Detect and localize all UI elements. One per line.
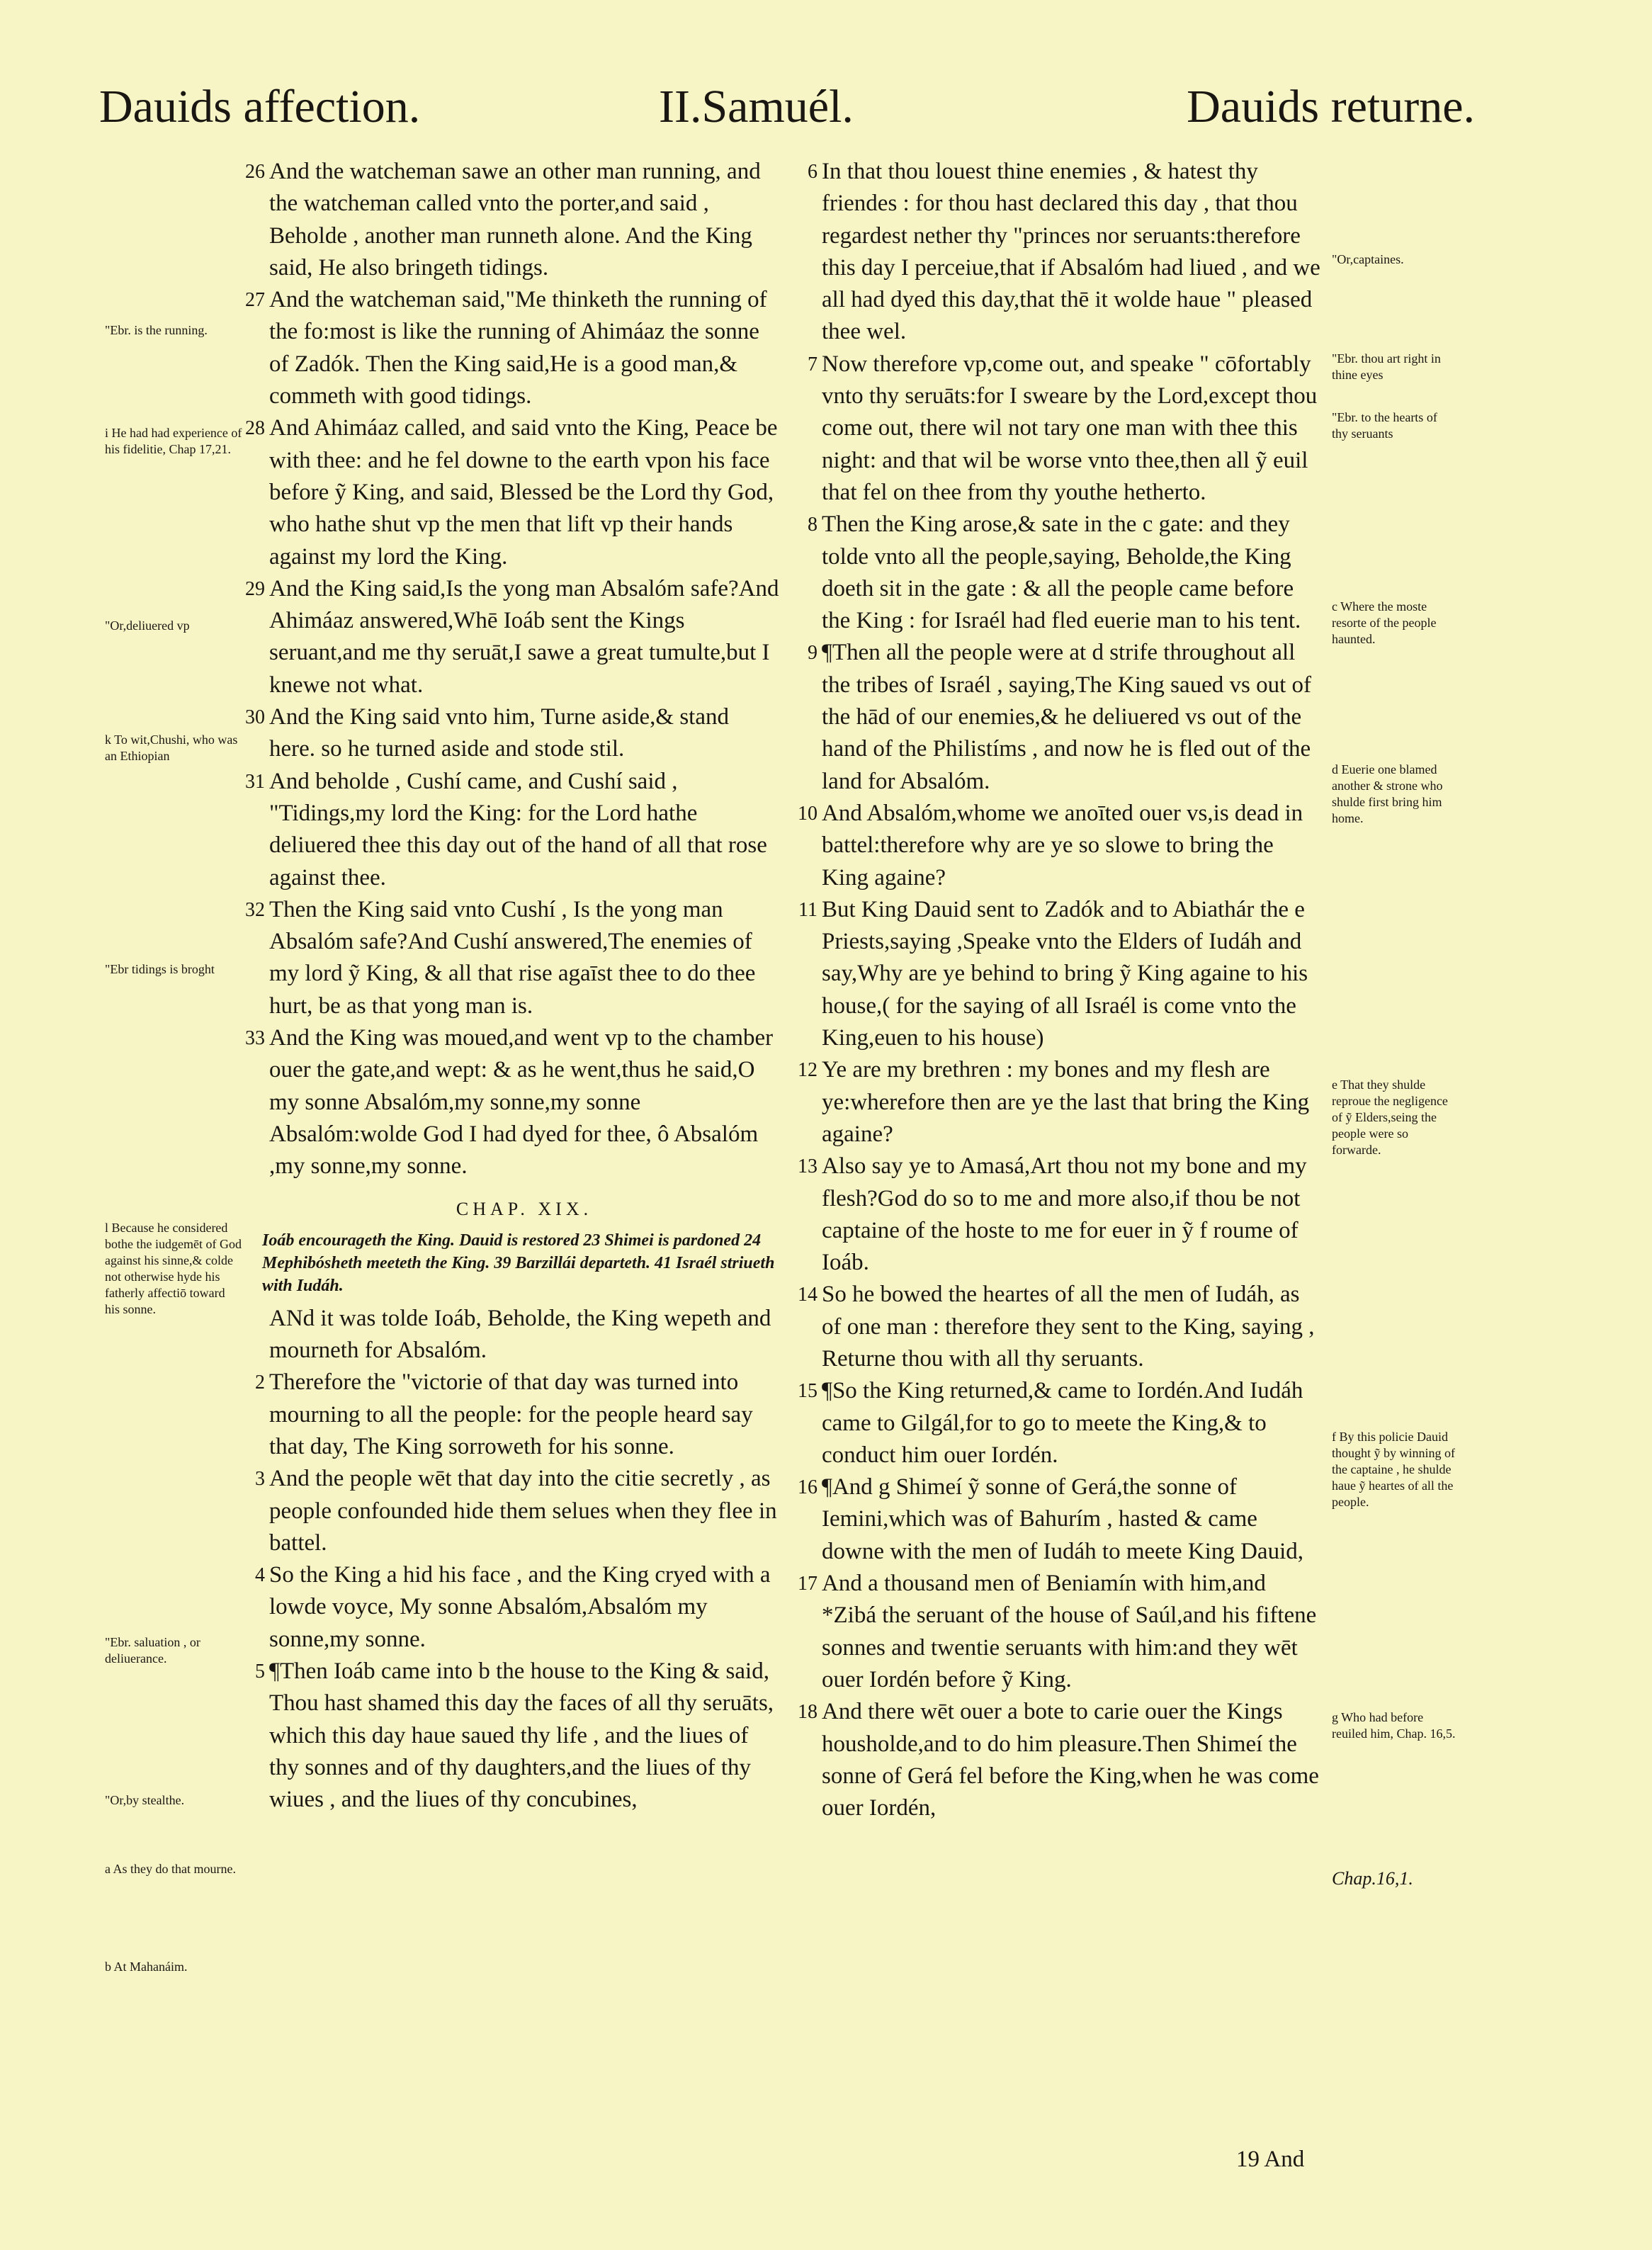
verse-text: Also say ye to Amasá,Art thou not my bone and my flesh?God do so to me and more also,if thou be not captaine of the hoste to me for euer in ỹ f roume of Ioáb. [822,1153,1307,1276]
margin-note-right: g Who had before reuiled him, Chap. 16,5. [1332,1710,1456,1741]
verse-text: And the watcheman said,"Me thinketh the running of the fo:most is like the running of Ahimáaz the sonne of Zadók. Then the King said,He is a good man,& commeth with good tidings. [269,287,767,409]
verse-number: 8 [808,514,817,536]
chapter-title: CHAP. XIX. [456,1198,593,1219]
verse-number: 32 [245,898,265,921]
verse-14 [798,1279,1325,1375]
verse-number: 33 [245,1027,265,1050]
verse-8 [808,509,1325,637]
verse-18 [798,1696,1325,1824]
verse-text: ¶So the King returned,& came to Iordén.And Iudáh came to Gilgál,for to go to meete the King,& to conduct him ouer Iordén. [822,1378,1303,1468]
verse-number: 18 [798,1701,817,1724]
verse-text: And a thousand men of Beniamín with him,and *Zibá the seruant of the house of Saúl,and his fiftene sonnes and twentie seruants with him:and they wēt ouer Iordén before ỹ King. [822,1571,1317,1692]
verse-29 [245,573,779,701]
verse-number: 5 [255,1661,265,1683]
verse-text: ¶And g Shimeí ỹ sonne of Gerá,the sonne of Iemini,which was of Bahurím , hasted & came downe with the men of Iudáh to meete King Dauid, [822,1474,1303,1564]
verse-32 [245,894,779,1022]
right-column [798,156,1325,1824]
verse-number: 28 [245,417,265,440]
verse-17 [798,1568,1325,1696]
verse-16 [798,1471,1325,1568]
verse-number: 6 [808,161,817,183]
verse-text: So the King a hid his face , and the King cryed with a lowde voyce, My sonne Absalóm,Absalóm my sonne,my sonne. [269,1562,771,1652]
verse-text: And the King said vnto him, Turne aside,& stand here. so he turned aside and stode stil. [269,704,729,762]
margin-note-left: l Because he considered bothe the iudgemēt of God against his sinne,& colde not otherwise hyde his fatherly affectiō toward his sonne. [105,1221,242,1316]
verse-number: 15 [798,1380,817,1403]
verse-text: And Ahimáaz called, and said vnto the King, Peace be with thee: and he fel downe to the earth vpon his face before ỹ King, and said, Blessed be the Lord thy God, who hathe shut vp the men that lift vp their hands against my lord the King. [269,415,778,570]
verse-text: Then the King said vnto Cushí , Is the yong man Absalóm safe?And Cushí answered,The enemies of my lord ỹ King, & all that rise agaīst thee to do thee hurt, be as that yong man is. [269,896,756,1019]
verse-text: And beholde , Cushí came, and Cushí said , "Tidings,my lord the King: for the Lord hathe deliuered thee this day out of the hand of all that rose against thee. [269,768,767,891]
verse-number: 13 [798,1155,817,1178]
verse-number: 2 [255,1372,265,1394]
verse-text: ¶Then all the people were at d strife throughout all the tribes of Israél , saying,The King saued vs out of the hād of our enemies,& he deliuered vs out of the hand of the Philistíms , and now he is fled out of the land for Absalóm. [822,640,1312,794]
verse-text: And Absalóm,whome we anoīted ouer vs,is dead in battel:therefore why are ye so slowe to bring the King againe? [822,800,1303,891]
header-left: Dauids affection. [99,81,421,132]
margin-note-right: "Ebr. thou art right in thine eyes [1332,351,1441,382]
verse-11 [798,894,1325,1054]
verse-4 [255,1559,779,1656]
margin-note-left: a As they do that mourne. [105,1862,236,1876]
verse-26 [245,156,779,284]
verse-6 [808,156,1325,349]
verse-number: 12 [798,1059,817,1082]
header-center: II.Samuél. [659,81,854,132]
verse-28 [245,412,779,572]
verse-number: 4 [255,1564,265,1587]
verse-30 [245,701,779,766]
verse-text: Now therefore vp,come out, and speake " cōfortably vnto thy seruāts:for I sweare by the Lord,except thou come out, there wil not tary one man with thee this night: and that wil be worse vnto thee,then all ỹ euil that fel on thee from thy youthe hetherto. [822,351,1318,505]
verse-10 [798,798,1325,894]
margin-note-right: d Euerie one blamed another & strone who shulde first bring him home. [1332,762,1443,825]
verse-15 [798,1375,1325,1471]
verse-2 [255,1367,779,1463]
verse-number: 11 [798,898,817,921]
margin-note-right: Chap.16,1. [1332,1868,1413,1889]
verse-number: 3 [255,1468,265,1491]
verse-text: Therefore the "victorie of that day was turned into mourning to all the people: for the people heard say that day, The King sorroweth for his sonne. [269,1369,753,1459]
margin-note-left: "Ebr tidings is broght [105,962,215,976]
margin-note-right: "Ebr. to the hearts of thy seruants [1332,410,1437,441]
verse-text: Then the King arose,& sate in the c gate: and they tolde vnto all the people,saying, Beholde,the King doeth sit in the gate : & all the people came before the King : for Israél had fled euerie man to his tent. [822,511,1301,634]
verse-text: And the King was moued,and went vp to the chamber ouer the gate,and wept: & as he went,thus he said,O my sonne Absalóm,my sonne,my sonne Absalóm:wolde God I had dyed for thee, ô Absalóm ,my sonne,my sonne. [269,1025,774,1180]
left-column [245,156,779,1816]
verse-12 [798,1054,1325,1151]
verse-number: 9 [808,642,817,665]
verse-number: 27 [245,289,265,312]
margin-note-left: "Or,by stealthe. [105,1793,185,1807]
margin-note-left: "Or,deliuered vp [105,618,190,633]
header-right: Dauids returne. [1187,81,1475,132]
verse-number: 14 [798,1284,817,1306]
verse-31 [245,766,779,894]
verse-5 [255,1656,779,1816]
verse-9 [808,637,1325,797]
verse-text: And the people wēt that day into the citie secretly , as people confounded hide them selues when they flee in battel. [269,1466,777,1556]
verse-text: So he bowed the heartes of all the men of Iudáh, as of one man : therefore they sent to the King, saying , Returne thou with all thy seruants. [822,1282,1315,1372]
verse-7 [808,349,1325,509]
verse-text: ¶Then Ioáb came into b the house to the King & said, Thou hast shamed this day the faces of all thy seruāts, which this day haue saued thy life , and the liues of thy sonnes and of thy daughters,and the liues of thy wiues , and the liues of thy concubines, [269,1658,774,1813]
verse-number: 31 [245,770,265,793]
margin-note-left: b At Mahanáim. [105,1960,188,1974]
verse-text: But King Dauid sent to Zadók and to Abiathár the e Priests,saying ,Speake vnto the Elders of Iudáh and say,Why are ye behind to bring ỹ King againe to his house,( for the saying of all Israél is come vnto the King,euen to his house) [822,896,1308,1051]
margin-note-left: i He had had experience of his fidelitie, Chap 17,21. [105,426,242,456]
verse-text: ANd it was tolde Ioáb, Beholde, the King wepeth and mourneth for Absalóm. [269,1305,771,1364]
verse-text: Ye are my brethren : my bones and my flesh are ye:wherefore then are ye the last that bring the King againe? [822,1057,1310,1147]
margin-note-right: f By this policie Dauid thought ỹ by winning of the captaine , he shulde haue ỹ heartes of all the people. [1332,1430,1455,1509]
verse-number: 26 [245,161,265,183]
verse-number: 30 [245,706,265,729]
verse-number: 17 [798,1573,817,1595]
verse-number: 7 [808,353,817,375]
verse-33 [245,1022,779,1182]
verse-text: And the watcheman sawe an other man running, and the watcheman called vnto the porter,and said , Beholde , another man runneth alone. And the King said, He also bringeth tidings. [269,159,761,281]
margin-note-right: c Where the moste resorte of the people haunted. [1332,599,1437,646]
verse-number: 29 [245,577,265,600]
verse-text: And there wēt ouer a bote to carie ouer the Kings housholde,and to do him pleasure.Then Shimeí the sonne of Gerá fel before the King,when he was come ouer Iordén, [822,1699,1319,1821]
verse-text: And the King said,Is the yong man Absalóm safe?And Ahimáaz answered,Whē Ioáb sent the Kings seruant,and me thy seruāt,I sawe a great tumulte,but I knewe not what. [269,575,779,698]
chapter-argument: Ioáb encourageth the King. Dauid is restored 23 Shimei is pardoned 24 Mephibósheth meeteth the King. 39 Barzillái departeth. 41 Israél striueth with Iudáh. [262,1231,775,1295]
verse-1 [269,1303,779,1367]
catchword: 19 And [1236,2147,1305,2172]
verse-text: In that thou louest thine enemies , & hatest thy friendes : for thou hast declared this day , that thou regardest nether thy "princes nor seruants:therefore this day I perceiue,that if Absalóm had liued , and we all had dyed this day,that thē it wolde haue " pleased thee wel. [822,159,1320,345]
margin-note-right: "Or,captaines. [1332,252,1404,266]
verse-number: 16 [798,1476,817,1499]
verse-27 [245,284,779,412]
verse-13 [798,1151,1325,1279]
margin-note-right: e That they shulde reproue the negligence of ỹ Elders,seing the people were so forwarde. [1332,1078,1448,1157]
verse-3 [255,1463,779,1559]
verse-number: 10 [798,802,817,825]
margin-note-left: k To wit,Chushi, who was an Ethiopian [105,733,238,763]
margin-note-left: "Ebr. is the running. [105,323,208,337]
margin-note-left: "Ebr. saluation , or deliuerance. [105,1635,200,1666]
